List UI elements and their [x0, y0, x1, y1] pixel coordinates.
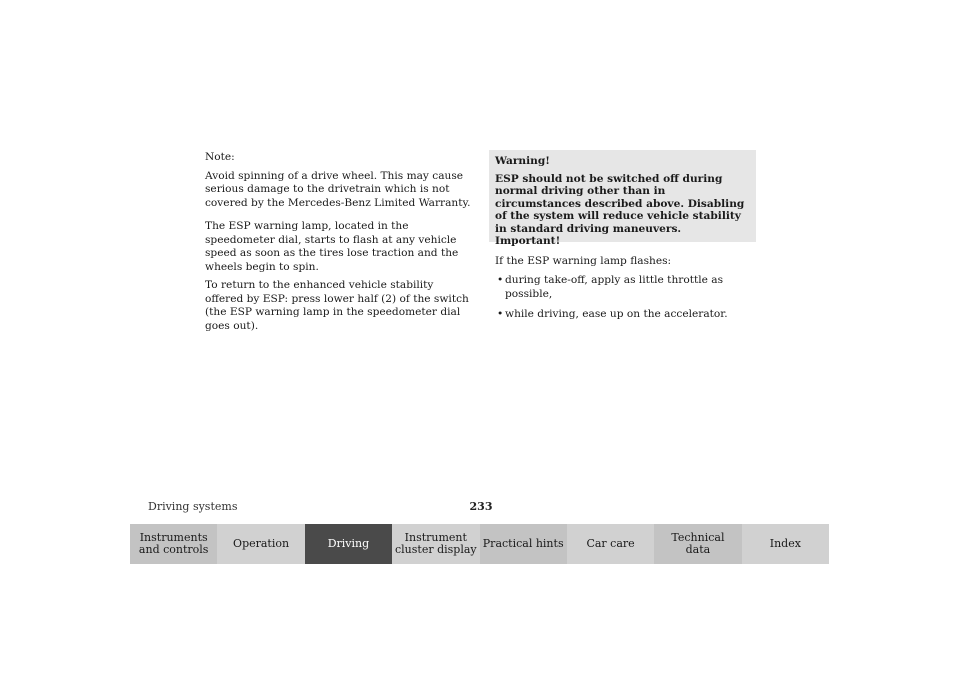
bullet-icon: •	[497, 308, 504, 320]
tab-index[interactable]: Index	[742, 524, 829, 564]
important-intro: If the ESP warning lamp flashes:	[495, 254, 672, 267]
warning-text: ESP should not be switched off during normal driving other than in circumstances described above. Disabling of the system will reduce vehicle stability in standard driving maneuvers.	[495, 172, 745, 235]
left-column	[205, 151, 475, 338]
tab-driving[interactable]: Driving	[305, 524, 392, 564]
esp-return-paragraph: To return to the enhanced vehicle stability offered by ESP: press lower half (2) of the switch (the ESP warning lamp in the speedometer dial goes out).	[205, 279, 469, 332]
bullet-icon: •	[497, 274, 504, 286]
important-list	[495, 274, 755, 322]
tab-car-care[interactable]: Car care	[567, 524, 654, 564]
page-number: 233	[469, 500, 493, 513]
list-item-text: while driving, ease up on the accelerator.	[505, 308, 728, 320]
warning-box	[489, 150, 756, 242]
tab-technical-data[interactable]: Technical data	[654, 524, 741, 564]
tab-instruments-and-controls[interactable]: Instruments and controls	[130, 524, 217, 564]
important-heading: Important!	[495, 235, 561, 247]
section-title: Driving systems	[148, 500, 238, 513]
tab-operation[interactable]: Operation	[217, 524, 304, 564]
right-column	[495, 235, 755, 329]
tab-practical-hints[interactable]: Practical hints	[480, 524, 567, 564]
list-item	[495, 308, 755, 322]
note-text: Avoid spinning of a drive wheel. This may cause serious damage to the drivetrain which is not covered by the Mercedes-Benz Limited Warranty.	[205, 169, 471, 209]
list-item	[495, 274, 755, 301]
esp-lamp-paragraph: The ESP warning lamp, located in the speedometer dial, starts to flash at any vehicle speed as soon as the tires lose traction and the wheels begin to spin.	[205, 220, 459, 273]
note-label: Note:	[205, 151, 235, 163]
tab-instrument-cluster-display[interactable]: Instrument cluster display	[392, 524, 479, 564]
chapter-nav	[130, 524, 829, 564]
list-item-text: during take-off, apply as little throttle as possible,	[505, 274, 723, 300]
warning-title: Warning!	[495, 155, 550, 167]
